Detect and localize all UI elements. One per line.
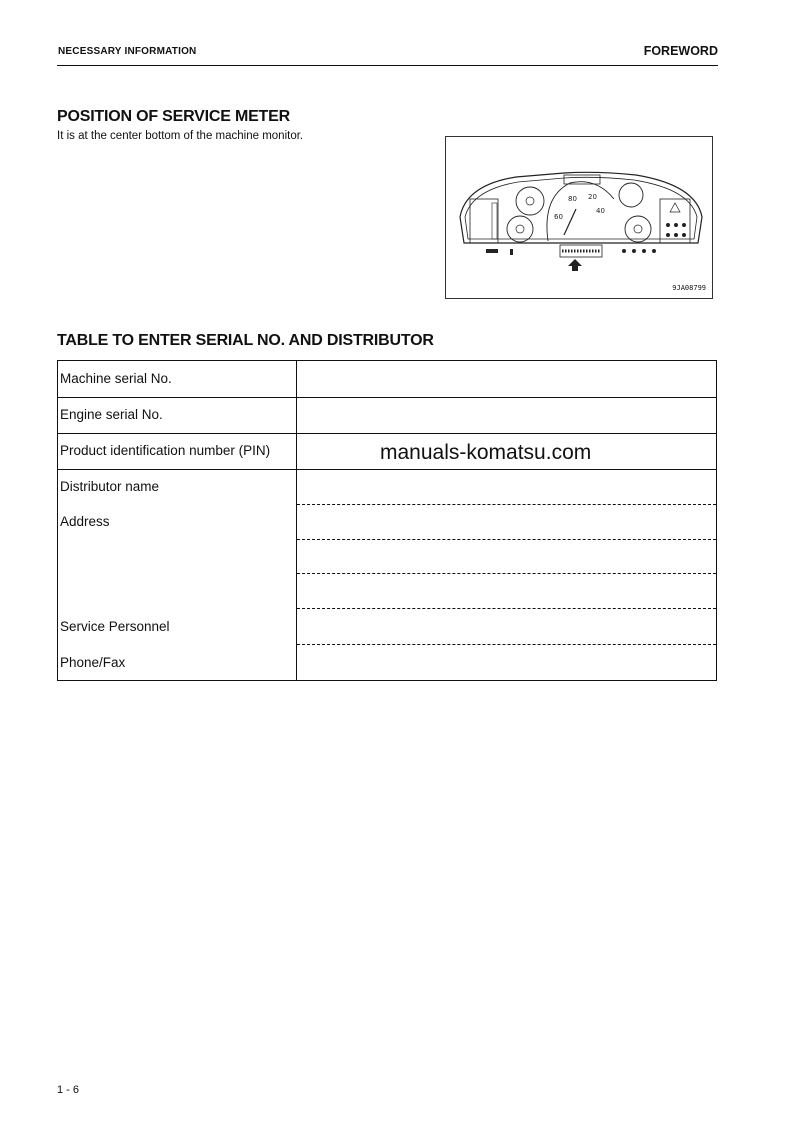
table-column-divider — [296, 361, 297, 680]
header-chapter-label: FOREWORD — [643, 44, 718, 58]
row-label-engine-serial: Engine serial No. — [60, 407, 163, 422]
row-label-phone-fax: Phone/Fax — [60, 655, 126, 670]
header-section-label: NECESSARY INFORMATION — [58, 46, 197, 57]
dial-label: 20 — [588, 193, 597, 201]
machine-monitor-figure — [445, 136, 713, 299]
table-entry-line — [297, 539, 716, 540]
table-entry-line — [297, 573, 716, 574]
row-label-pin: Product identification number (PIN) — [60, 443, 271, 458]
header-rule — [57, 65, 718, 66]
table-row-divider — [58, 433, 716, 434]
table-row-divider — [58, 469, 716, 470]
section-title-service-meter: POSITION OF SERVICE METER — [57, 108, 290, 125]
section-description: It is at the center bottom of the machine monitor. — [57, 130, 304, 142]
row-label-address: Address — [60, 514, 110, 529]
dial-label: 40 — [596, 207, 605, 215]
dial-label: 60 — [554, 213, 563, 221]
table-entry-line — [297, 504, 716, 505]
table-row-divider — [58, 397, 716, 398]
machine-monitor-illustration — [446, 137, 714, 300]
page-number: 1 - 6 — [57, 1084, 80, 1096]
row-label-machine-serial: Machine serial No. — [60, 371, 172, 386]
serial-distributor-table — [57, 360, 717, 681]
row-label-service-personnel: Service Personnel — [60, 619, 170, 634]
figure-code: 9JA08799 — [672, 284, 706, 292]
row-label-distributor-name: Distributor name — [60, 479, 160, 494]
section-title-serial-table: TABLE TO ENTER SERIAL NO. AND DISTRIBUTOR — [57, 332, 434, 349]
table-entry-line — [297, 644, 716, 645]
table-entry-line — [297, 608, 716, 609]
watermark-text: manuals-komatsu.com — [380, 441, 592, 464]
dial-label: 80 — [568, 195, 577, 203]
